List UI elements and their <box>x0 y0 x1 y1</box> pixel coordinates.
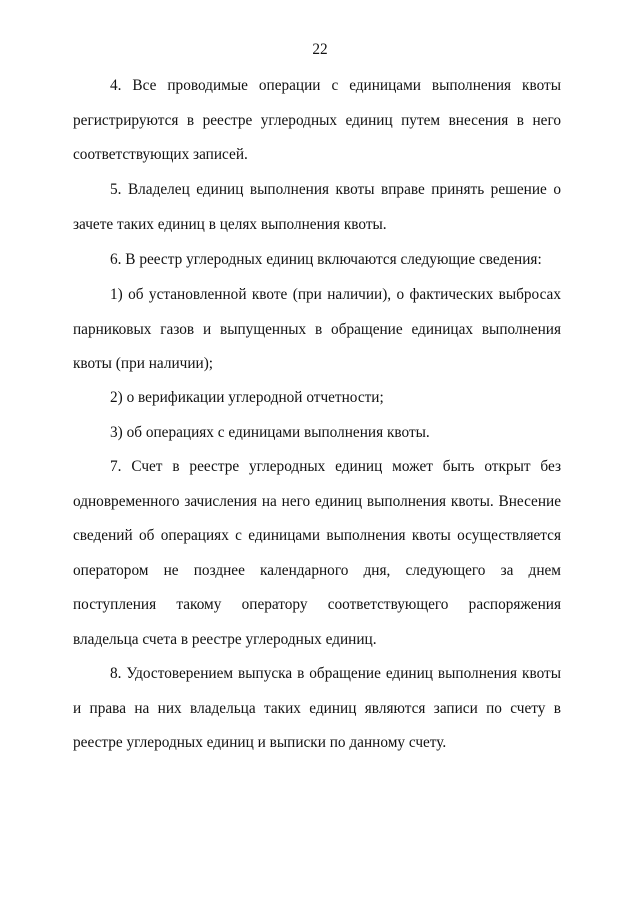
subitem-6-3: 3) об операциях с единицами выполнения квоты. <box>110 424 430 441</box>
paragraph-item-4: 4. Все проводимые операции с единицами выполнения квоты регистрируются в реестре углеродных единиц путем внесения в него соответствующих записей. <box>73 77 561 163</box>
paragraph-item-7: 7. Счет в реестре углеродных единиц может быть открыт без одновременного зачисления на него единиц выполнения квоты. Внесение сведений об операциях с единицами выполнения квоты осуществляется оператором не позднее календарного дня, следующего за днем поступления такому оператору соответствующего распоряжения владельца счета в реестре углеродных единиц. <box>73 458 561 648</box>
subitem-6-1: 1) об установленной квоте (при наличии), о фактических выбросах парниковых газов и выпущенных в обращение единицах выполнения квоты (при наличии); <box>73 286 561 372</box>
page-number: 22 <box>312 41 328 58</box>
paragraph-item-5: 5. Владелец единиц выполнения квоты вправе принять решение о зачете таких единиц в целях выполнения квоты. <box>73 181 561 233</box>
paragraph-item-8: 8. Удостоверением выпуска в обращение единиц выполнения квоты и права на них владельца таких единиц являются записи по счету в реестре углеродных единиц и выписки по данному счету. <box>73 665 561 751</box>
paragraph-item-6: 6. В реестр углеродных единиц включаются следующие сведения: <box>110 251 542 268</box>
subitem-6-2: 2) о верификации углеродной отчетности; <box>110 389 384 406</box>
